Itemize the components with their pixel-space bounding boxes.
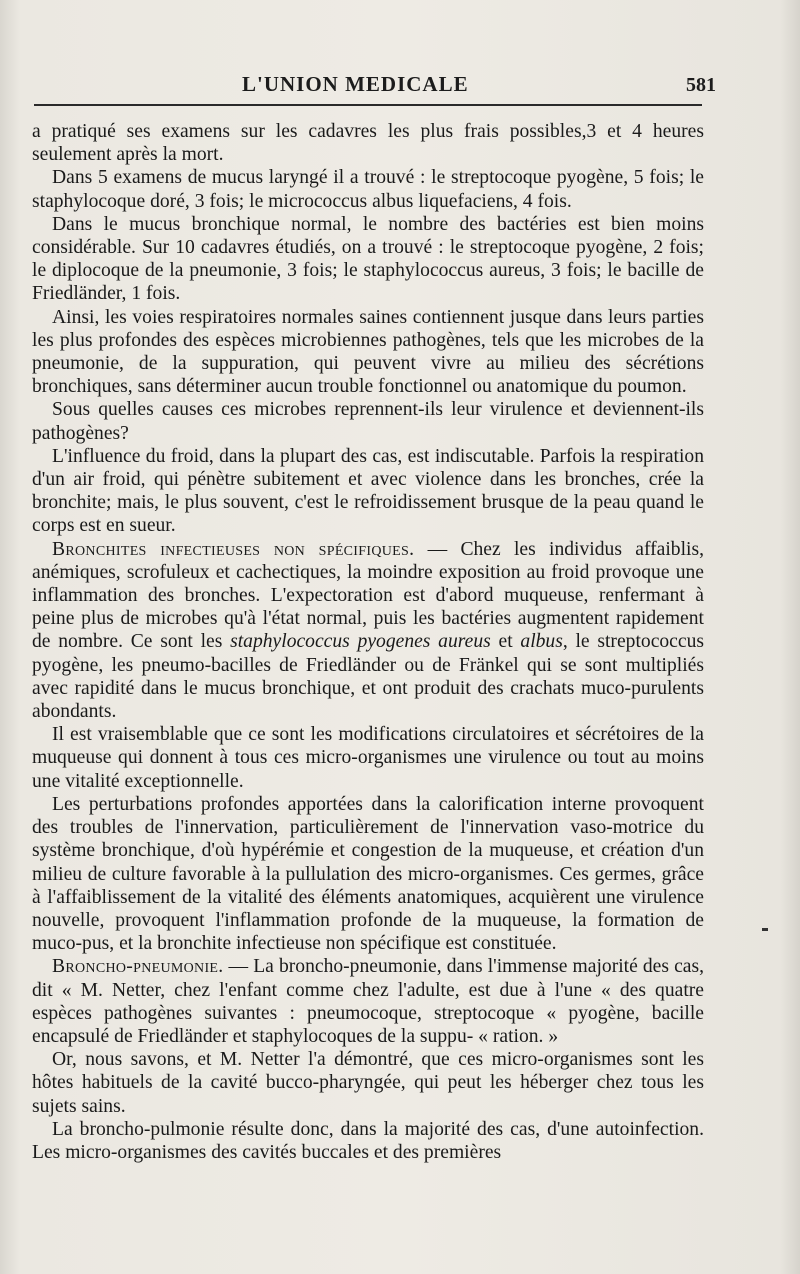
paragraph-circulatory-changes: Il est vraisemblable que ce sont les modifications circulatoires et sécrétoires de la muqueuse qui donnent à tous ces micro-organismes une virulence ou tout au moins une vitalité exceptionnelle. [32,724,704,792]
broncho-pneumonie-text: — La broncho-pneumonie, dans l'immense majorité des cas, dit « M. Netter, chez l'enfant comme chez l'adulte, est due à l'une « des quatre espèces pathogènes suivantes : pneumocoque, streptocoque « pyogène, bacille encapsulé de Friedländer et staphylocoques de la suppu- « ration. » [32,956,704,1047]
page-number: 581 [686,74,716,96]
header-rule [34,104,702,106]
paragraph-cold-influence: L'influence du froid, dans la plupart des cas, est indiscutable. Parfois la respiration d'un air froid, qui pénètre subitement et avec violence dans les bronches, crée la bronchite; mais, le plus souvent, c'est le refroidissement brusque de la peau quand le corps est en sueur. [32,445,704,537]
running-head [32,72,716,106]
species-albus: albus [520,631,563,653]
bronchites-text-end: , le streptococcus pyogène, les pneumo-bacilles de Friedländer ou de Fränkel qui se sont multipliés avec rapidité dans le mucus bronchique, et ont produit des crachats muco-purulents abondants. [32,631,704,723]
body-text [32,120,704,1164]
section-heading-broncho-pneumonie: Broncho-pneumonie. [52,956,224,978]
bronchites-text: — Chez les individus affaiblis, anémiques, scrofuleux et cachectiques, la moindre exposition au froid provoque une inflammation des bronches. L'expectoration est d'abord muqueuse, renfermant à peine plus de microbes qu'à l'état normal, puis les bactéries augmentent rapidement de nombre. Ce sont les [32,538,704,653]
paragraph-infectious-bronchitis [32,538,704,724]
paragraph-broncho-pneumonia [32,955,704,1048]
conjunction-text: et [490,631,521,653]
section-heading-bronchites: Bronchites infectieuses non spécifiques. [52,538,415,560]
paragraph-continuation: a pratiqué ses examens sur les cadavres les plus frais possibles,3 et 4 heures seulement après la mort. [32,121,704,166]
paragraph-respiratory-pathways: Ainsi, les voies respiratoires normales saines contiennent jusque dans leurs parties les plus profondes des espèces microbiennes pathogènes, tels que les microbes de la pneumonie, de la suppuration, qui peuvent vivre au milieu des sécrétions bronchiques, sans déterminer aucun trouble fonctionnel ou anatomique du poumon. [32,306,704,398]
paragraph-laryngeal-mucus: Dans 5 examens de mucus laryngé il a trouvé : le streptocoque pyogène, 5 fois; le staphylocoque doré, 3 fois; le micrococcus albus liquefaciens, 4 fois. [32,167,704,212]
paragraph-bronchial-mucus: Dans le mucus bronchique normal, le nombre des bactéries est bien moins considérable. Sur 10 cadavres étudiés, on a trouvé : le streptocoque pyogène, 2 fois; le diplocoque de la pneumonie, 3 fois; le staphylococcus aureus, 3 fois; le bacille de Friedländer, 1 fois. [32,213,704,305]
running-title: L'UNION MEDICALE [242,72,469,96]
paragraph-virulence-question: Sous quelles causes ces microbes reprennent-ils leur virulence et deviennent-ils pathogènes? [32,399,704,444]
paragraph-netter: Or, nous savons, et M. Netter l'a démontré, que ces micro-organismes sont les hôtes habituels de la cavité bucco-pharyngée, qui peut les héberger chez tous les sujets sains. [32,1049,704,1117]
species-aureus: staphylococcus pyogenes aureus [230,631,491,653]
paragraph-calorification: Les perturbations profondes apportées dans la calorification interne provoquent des troubles de l'innervation, particulièrement de l'innervation vaso-motrice du système bronchique, d'où hypérémie et congestion de la muqueuse, et création d'un milieu de culture favorable à la pullulation des micro-organismes. Ces germes, grâce à l'affaiblissement de la vitalité des éléments anatomiques, acquièrent une virulence nouvelle, provoquent l'inflammation profonde de la muqueuse, la formation de muco-pus, et la bronchite infectieuse non spécifique est constituée. [32,793,704,955]
margin-mark [762,928,768,931]
paragraph-auto-infection: La broncho-pulmonie résulte donc, dans la majorité des cas, d'une autoinfection. Les micro-organismes des cavités buccales et des premières [32,1118,704,1163]
